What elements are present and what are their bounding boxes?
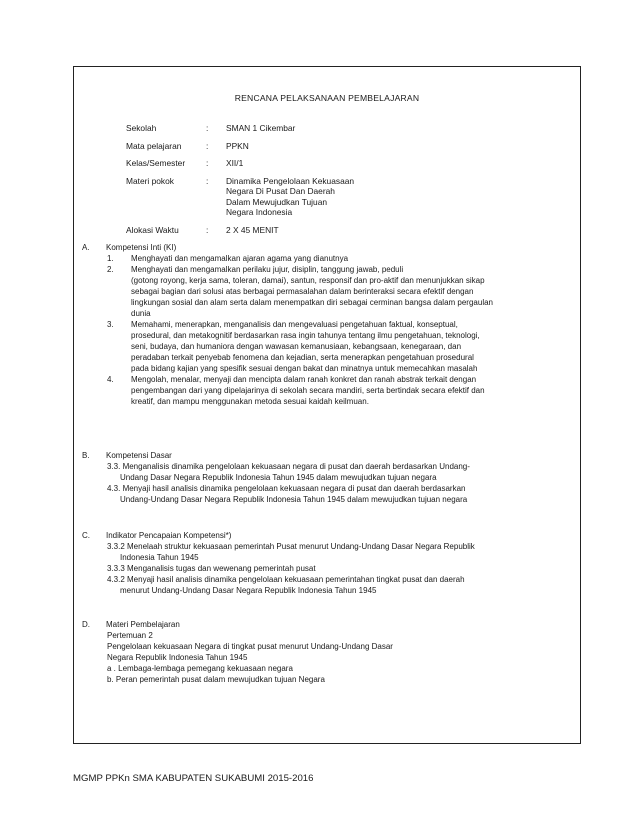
section-title: Materi Pembelajaran: [106, 620, 180, 629]
section-c-heading: [82, 530, 572, 541]
identity-row: [126, 123, 386, 134]
identity-colon: :: [206, 175, 209, 186]
section-title: Kompetensi Inti (KI): [106, 243, 177, 252]
ki-text-line: kreatif, dan mampu menggunakan metoda sesuai kaidah keilmuan.: [131, 397, 369, 406]
indicator-line: 3.3.2 Menelaah struktur kekuasaan pemerintah Pusat menurut Undang-Undang Dasar Negara Republik: [107, 542, 475, 551]
ki-text-line: seni, budaya, dan humaniora dengan wawasan kemanusiaan, kebangsaan, kenegaraan, dan: [131, 342, 462, 351]
document-frame: [73, 66, 581, 744]
section-d-heading: [82, 619, 572, 630]
identity-value-line: Dinamika Pengelolaan Kekuasaan: [226, 175, 355, 186]
ki-text-line: Menghayati dan mengamalkan ajaran agama yang dianutnya: [131, 254, 349, 263]
ki-text-line: pada bidang kajian yang spesifik sesuai dengan bakat dan minatnya untuk memecahkan masalah: [131, 364, 478, 373]
identity-value-line: SMAN 1 Cikembar: [226, 123, 296, 133]
indicator-line: menurut Undang-Undang Dasar Negara Republik Indonesia Tahun 1945: [120, 586, 377, 595]
material-line: a . Lembaga-lembaga pemegang kekuasaan negara: [107, 664, 293, 673]
identity-colon: :: [206, 123, 209, 133]
indicator-line: 3.3.3 Menganalisis tugas dan wewenang pemerintah pusat: [107, 564, 316, 573]
kd-line: Undang Dasar Negara Republik Indonesia Tahun 1945 dalam mewujudkan tujuan negara: [120, 473, 437, 482]
ki-number: 4.: [107, 375, 114, 384]
identity-value-line: Dalam Mewujudkan Tujuan: [226, 196, 328, 207]
indicator-list: [82, 541, 572, 596]
material-list: [82, 630, 572, 685]
identity-value-line: Negara Indonesia: [226, 207, 293, 217]
page-footer: MGMP PPKn SMA KABUPATEN SUKABUMI 2015-2016: [73, 773, 314, 784]
material-line: b. Peran pemerintah pusat dalam mewujudkan tujuan Negara: [107, 675, 325, 684]
identity-row: [126, 158, 386, 169]
kd-line: 4.3. Menyaji hasil analisis dinamika pengelolaan kekuasaan negara di pusat dan daerah berdasarkan: [107, 484, 466, 493]
kd-line: 3.3. Menganalisis dinamika pengelolaan kekuasaan negara di pusat dan daerah berdasarkan Undang-: [107, 462, 470, 471]
identity-row: [126, 141, 386, 152]
ki-text: [131, 374, 572, 407]
identity-colon: :: [206, 140, 209, 151]
identity-label: Kelas/Semester: [126, 158, 186, 168]
ki-text-line: Mengolah, menalar, menyaji dan mencipta dalam ranah konkret dan ranah abstrak terkait dengan: [131, 375, 477, 384]
section-a: [82, 242, 572, 407]
section-letter: C.: [82, 531, 90, 540]
identity-value: [226, 158, 386, 169]
ki-text-line: pengembangan dari yang dipelajarinya di sekolah secara mandiri, serta bertindak secara efektif dan: [131, 386, 485, 395]
identity-value: [226, 176, 386, 218]
identity-value-line: PPKN: [226, 140, 249, 151]
ki-item: [107, 253, 572, 264]
ki-text: [131, 253, 572, 264]
section-a-heading: [82, 242, 572, 253]
ki-item: [107, 264, 572, 319]
ki-text: [131, 264, 572, 319]
section-title: Indikator Pencapaian Kompetensi*): [106, 531, 232, 540]
ki-item: [107, 374, 572, 407]
identity-value-line: Negara Di Pusat Dan Daerah: [226, 186, 335, 196]
section-b: [82, 450, 572, 505]
indicator-line: 4.3.2 Menyaji hasil analisis dinamika pengelolaan kekuasaan pemerintahan tingkat pusat dan daerah: [107, 575, 465, 584]
ki-item: [107, 319, 572, 374]
identity-label: Mata pelajaran: [126, 140, 182, 151]
kd-line: Undang-Undang Dasar Negara Republik Indonesia Tahun 1945 dalam mewujudkan tujuan negara: [120, 495, 468, 504]
ki-text: [131, 319, 572, 374]
section-letter: A.: [82, 243, 90, 252]
material-line: Negara Republik Indonesia Tahun 1945: [107, 653, 248, 662]
identity-table: [126, 123, 386, 242]
ki-number: 1.: [107, 254, 114, 263]
section-d: [82, 619, 572, 685]
ki-number: 2.: [107, 265, 114, 274]
material-line: Pengelolaan kekuasaan Negara di tingkat pusat menurut Undang-Undang Dasar: [107, 642, 393, 651]
ki-text-line: Memahami, menerapkan, menganalisis dan mengevaluasi pengetahuan faktual, konseptual,: [131, 320, 458, 329]
section-letter: D.: [82, 620, 90, 629]
identity-colon: :: [206, 224, 209, 235]
ki-text-line: (gotong royong, kerja sama, toleran, damai), santun, responsif dan pro-aktif dan menunjukkan sikap: [131, 276, 485, 285]
material-line: Pertemuan 2: [107, 631, 153, 640]
identity-label: Materi pokok: [126, 175, 174, 186]
section-c: [82, 530, 572, 596]
identity-colon: :: [206, 158, 209, 168]
ki-number: 3.: [107, 320, 114, 329]
ki-list: [107, 253, 572, 407]
identity-value: [226, 141, 386, 152]
identity-value-line: 2 X 45 MENIT: [226, 224, 279, 235]
ki-text-line: lingkungan sosial dan alam serta dalam menempatkan diri sebagai cerminan bangsa dalam pergaulan: [131, 298, 493, 307]
ki-text-line: dunia: [131, 309, 151, 318]
section-letter: B.: [82, 451, 90, 460]
identity-value: [226, 123, 386, 134]
identity-row: [126, 225, 386, 236]
ki-text-line: Menghayati dan mengamalkan perilaku jujur, disiplin, tanggung jawab, peduli: [131, 265, 404, 274]
section-b-heading: [82, 450, 572, 461]
identity-label: Alokasi Waktu: [126, 224, 179, 235]
ki-text-line: prosedural, dan metakognitif berdasarkan rasa ingin tahunya tentang ilmu pengetahuan, teknologi,: [131, 331, 480, 340]
identity-value-line: XII/1: [226, 158, 244, 168]
document-title: RENCANA PELAKSANAAN PEMBELAJARAN: [234, 93, 420, 103]
ki-text-line: peradaban terkait penyebab fenomena dan kejadian, serta menerapkan pengetahuan prosedural: [131, 353, 474, 362]
kd-list: [82, 461, 572, 505]
indicator-line: Indonesia Tahun 1945: [120, 553, 199, 562]
identity-value: [226, 225, 386, 236]
ki-text-line: sebagai bagian dari solusi atas berbagai permasalahan dalam berinteraksi secara efektif dengan: [131, 287, 474, 296]
identity-label: Sekolah: [126, 123, 157, 133]
section-title: Kompetensi Dasar: [106, 451, 172, 460]
identity-row: [126, 176, 386, 218]
